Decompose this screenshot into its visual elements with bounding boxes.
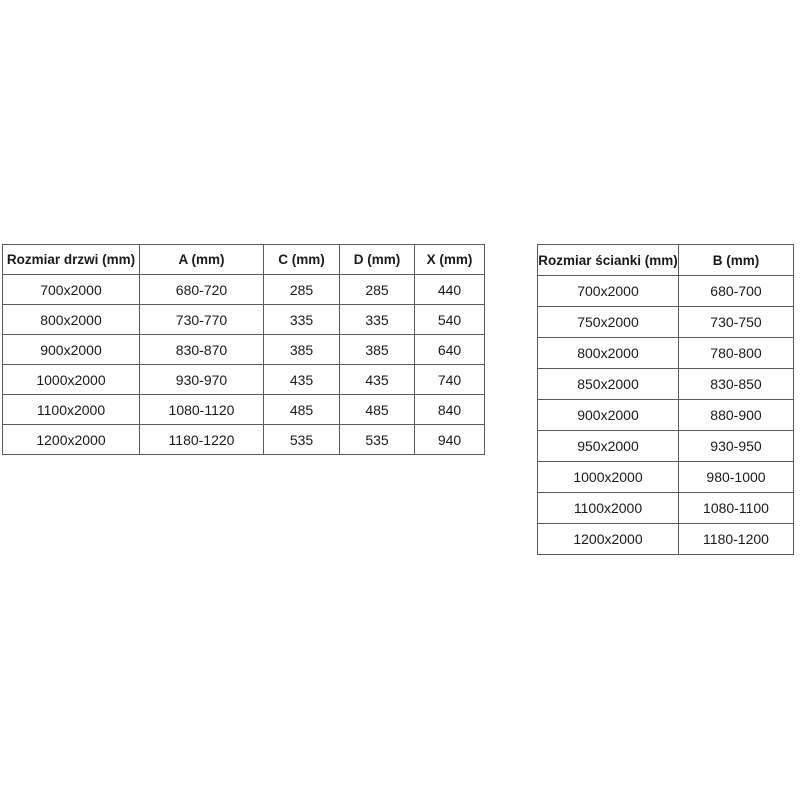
table-cell: 830-850	[679, 369, 794, 400]
table-row	[538, 493, 794, 524]
table-cell: 335	[264, 305, 340, 335]
table-cell: 285	[264, 275, 340, 305]
table-cell: 435	[340, 365, 415, 395]
table-cell: 535	[264, 425, 340, 455]
table-cell: 440	[415, 275, 485, 305]
table-cell: 750x2000	[538, 307, 679, 338]
table-cell: 1180-1220	[140, 425, 264, 455]
table-cell: 335	[340, 305, 415, 335]
table-row	[3, 335, 485, 365]
column-header: A (mm)	[140, 245, 264, 275]
table-cell: 930-950	[679, 431, 794, 462]
table-cell: 385	[340, 335, 415, 365]
wall-sizes-table-header	[538, 245, 794, 276]
table-row	[538, 524, 794, 555]
table-cell: 730-770	[140, 305, 264, 335]
door-sizes-table-body	[3, 275, 485, 455]
table-cell: 485	[340, 395, 415, 425]
table-row	[3, 305, 485, 335]
table-row	[538, 338, 794, 369]
table-cell: 1080-1120	[140, 395, 264, 425]
table-cell: 285	[340, 275, 415, 305]
table-row	[538, 307, 794, 338]
table-row	[3, 395, 485, 425]
door-sizes-table	[2, 244, 485, 455]
table-cell: 535	[340, 425, 415, 455]
table-cell: 1000x2000	[538, 462, 679, 493]
column-header: Rozmiar drzwi (mm)	[3, 245, 140, 275]
table-cell: 435	[264, 365, 340, 395]
table-cell: 880-900	[679, 400, 794, 431]
table-cell: 680-720	[140, 275, 264, 305]
wall-sizes-table-body	[538, 276, 794, 555]
table-cell: 700x2000	[538, 276, 679, 307]
table-cell: 1080-1100	[679, 493, 794, 524]
table-cell: 485	[264, 395, 340, 425]
table-row	[538, 462, 794, 493]
door-sizes-table-header	[3, 245, 485, 275]
table-cell: 930-970	[140, 365, 264, 395]
table-cell: 1200x2000	[3, 425, 140, 455]
table-cell: 640	[415, 335, 485, 365]
table-cell: 800x2000	[538, 338, 679, 369]
table-cell: 800x2000	[3, 305, 140, 335]
header-row	[538, 245, 794, 276]
table-row	[3, 365, 485, 395]
column-header: X (mm)	[415, 245, 485, 275]
table-cell: 740	[415, 365, 485, 395]
table-cell: 950x2000	[538, 431, 679, 462]
header-row	[3, 245, 485, 275]
table-cell: 780-800	[679, 338, 794, 369]
table-cell: 1000x2000	[3, 365, 140, 395]
column-header: B (mm)	[679, 245, 794, 276]
table-cell: 1180-1200	[679, 524, 794, 555]
table-cell: 680-700	[679, 276, 794, 307]
table-cell: 1200x2000	[538, 524, 679, 555]
table-row	[538, 276, 794, 307]
table-cell: 385	[264, 335, 340, 365]
wall-sizes-table	[537, 244, 794, 555]
table-row	[538, 369, 794, 400]
column-header: C (mm)	[264, 245, 340, 275]
table-cell: 1100x2000	[3, 395, 140, 425]
table-cell: 900x2000	[3, 335, 140, 365]
table-cell: 940	[415, 425, 485, 455]
table-cell: 840	[415, 395, 485, 425]
table-cell: 980-1000	[679, 462, 794, 493]
table-cell: 730-750	[679, 307, 794, 338]
table-cell: 700x2000	[3, 275, 140, 305]
table-row	[538, 400, 794, 431]
table-cell: 830-870	[140, 335, 264, 365]
table-row	[3, 275, 485, 305]
column-header: Rozmiar ścianki (mm)	[538, 245, 679, 276]
table-cell: 540	[415, 305, 485, 335]
table-row	[3, 425, 485, 455]
table-cell: 1100x2000	[538, 493, 679, 524]
table-cell: 900x2000	[538, 400, 679, 431]
column-header: D (mm)	[340, 245, 415, 275]
table-cell: 850x2000	[538, 369, 679, 400]
table-row	[538, 431, 794, 462]
